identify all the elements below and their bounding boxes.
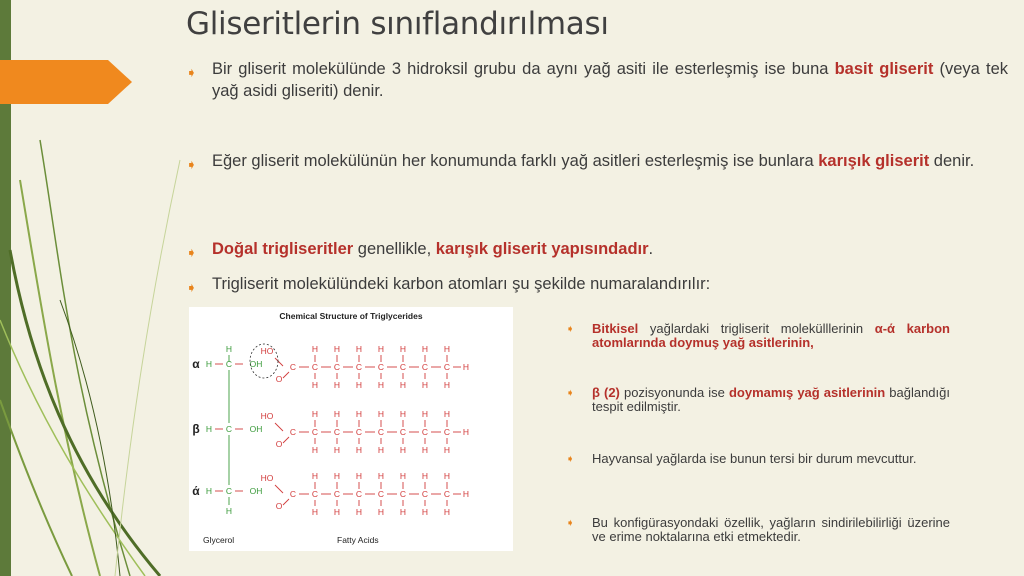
bond <box>283 499 289 505</box>
bond <box>275 423 283 431</box>
bond <box>275 485 283 493</box>
hydrogen-atom: H <box>377 445 385 455</box>
hydrogen-atom: H <box>205 359 213 369</box>
orange-arrow-bullet-icon: ➧ <box>186 157 197 172</box>
hydroxyl-group: OH <box>249 424 263 434</box>
hydrogen-atom: H <box>311 445 319 455</box>
hydrogen-atom: H <box>205 424 213 434</box>
side-bullet-text: Bu konfigürasyondaki özellik, yağların sindirilebilirliği üzerine ve erime noktalarına etki etmektedir. <box>592 515 950 544</box>
carbon-atom: C <box>289 427 297 437</box>
leaf-line <box>0 320 145 576</box>
orange-arrow-bullet-icon: ➧ <box>186 245 197 260</box>
hydrogen-atom: H <box>333 380 341 390</box>
bullet-dogal-trigliseritler <box>186 238 1008 260</box>
carbon-atom: C <box>333 489 341 499</box>
hydrogen-atom: H <box>377 344 385 354</box>
bullet-text: Trigliserit molekülündeki karbon atomları şu şekilde numaralandırılır: <box>212 275 711 293</box>
hydrogen-atom: H <box>355 445 363 455</box>
bond <box>275 358 283 366</box>
side-bullet-hayvansal <box>566 452 950 466</box>
hydrogen-atom: H <box>333 344 341 354</box>
hydrogen-atom: H <box>333 445 341 455</box>
carbon-atom: C <box>377 427 385 437</box>
triglyceride-structure-figure <box>189 307 513 551</box>
hydrogen-atom: H <box>333 507 341 517</box>
bullet-karisik-gliserit <box>186 150 1008 172</box>
bond <box>283 437 289 443</box>
hydrogen-atom: H <box>333 471 341 481</box>
hydrogen-atom: H <box>225 506 233 516</box>
hydrogen-atom: H <box>462 362 470 372</box>
leaf-line <box>20 180 100 576</box>
hydrogen-atom: H <box>399 409 407 419</box>
side-bullet-konfigurasyon <box>566 516 950 544</box>
oxygen-atom: O <box>275 439 283 449</box>
hydroxyl-group: HO <box>260 473 274 483</box>
hydrogen-atom: H <box>355 507 363 517</box>
hydrogen-atom: H <box>377 507 385 517</box>
side-bullet-text: β (2) pozisyonunda ise doymamış yağ asitlerinin bağlandığı tespit edilmiştir. <box>592 385 950 414</box>
carbon-position-label: α <box>192 357 200 371</box>
hydrogen-atom: H <box>225 344 233 354</box>
carbon-atom: C <box>311 427 319 437</box>
orange-arrow-bullet-icon: ➧ <box>566 454 575 465</box>
carbon-atom: C <box>443 489 451 499</box>
carbon-position-label: ά <box>192 484 200 498</box>
slide-title: Gliseritlerin sınıflandırılması <box>186 6 609 42</box>
side-bullet-bitkisel <box>566 322 950 350</box>
carbon-atom: C <box>333 427 341 437</box>
orange-arrow-bullet-icon: ➧ <box>186 280 197 295</box>
hydrogen-atom: H <box>399 380 407 390</box>
carbon-atom: C <box>333 362 341 372</box>
hydrogen-atom: H <box>421 445 429 455</box>
carbon-atom: C <box>289 362 297 372</box>
carbon-atom: C <box>225 424 233 434</box>
hydrogen-atom: H <box>311 471 319 481</box>
hydroxyl-group: OH <box>249 359 263 369</box>
hydrogen-atom: H <box>462 427 470 437</box>
hydrogen-atom: H <box>421 380 429 390</box>
glycerol-caption: Glycerol <box>203 535 235 545</box>
hydrogen-atom: H <box>311 409 319 419</box>
hydrogen-atom: H <box>443 507 451 517</box>
hydrogen-atom: H <box>205 486 213 496</box>
hydrogen-atom: H <box>399 445 407 455</box>
carbon-atom: C <box>355 489 363 499</box>
carbon-atom: C <box>377 362 385 372</box>
hydroxyl-group: HO <box>260 411 274 421</box>
hydrogen-atom: H <box>462 489 470 499</box>
carbon-atom: C <box>399 362 407 372</box>
carbon-atom: C <box>355 362 363 372</box>
triglyceride-structure-diagram <box>189 307 513 551</box>
bullet-text: Eğer gliserit molekülünün her konumunda farklı yağ asitleri esterleşmiş ise bunlara karışık gliserit denir. <box>212 152 975 170</box>
figure-title: Chemical Structure of Triglycerides <box>279 311 423 321</box>
hydrogen-atom: H <box>377 380 385 390</box>
bullet-numaralandirma <box>186 273 1008 295</box>
hydrogen-atom: H <box>399 344 407 354</box>
hydrogen-atom: H <box>443 409 451 419</box>
hydrogen-atom: H <box>355 344 363 354</box>
orange-arrow-bullet-icon: ➧ <box>186 65 197 80</box>
orange-arrow-bullet-icon: ➧ <box>566 518 575 529</box>
hydrogen-atom: H <box>443 344 451 354</box>
fatty-acids-caption: Fatty Acids <box>337 535 379 545</box>
bond <box>283 372 289 378</box>
carbon-atom: C <box>421 362 429 372</box>
hydrogen-atom: H <box>399 507 407 517</box>
carbon-position-label: β <box>192 422 200 436</box>
carbon-atom: C <box>399 427 407 437</box>
carbon-atom: C <box>443 427 451 437</box>
leaf-line <box>40 140 130 576</box>
hydrogen-atom: H <box>377 409 385 419</box>
carbon-atom: C <box>225 486 233 496</box>
hydrogen-atom: H <box>443 380 451 390</box>
hydrogen-atom: H <box>399 471 407 481</box>
hydrogen-atom: H <box>377 471 385 481</box>
hydrogen-atom: H <box>421 471 429 481</box>
hydrogen-atom: H <box>355 409 363 419</box>
side-bullet-beta <box>566 386 950 414</box>
carbon-atom: C <box>311 489 319 499</box>
hydrogen-atom: H <box>311 344 319 354</box>
hydrogen-atom: H <box>421 409 429 419</box>
leaf-line <box>10 250 160 576</box>
hydrogen-atom: H <box>311 380 319 390</box>
carbon-atom: C <box>311 362 319 372</box>
oxygen-atom: O <box>275 374 283 384</box>
hydrogen-atom: H <box>311 507 319 517</box>
bullet-text: Doğal trigliseritler genellikle, karışık gliserit yapısındadır. <box>212 240 654 258</box>
hydrogen-atom: H <box>333 409 341 419</box>
carbon-atom: C <box>399 489 407 499</box>
carbon-atom: C <box>377 489 385 499</box>
leaf-line <box>115 160 180 576</box>
hydrogen-atom: H <box>443 471 451 481</box>
orange-arrow-bullet-icon: ➧ <box>566 388 575 399</box>
bullet-text: Bir gliserit molekülünde 3 hidroksil grubu da aynı yağ asiti ile esterleşmiş ise buna basit gliserit (veya tek yağ asidi gliseriti) denir. <box>212 60 1008 100</box>
carbon-atom: C <box>421 427 429 437</box>
bullet-basit-gliserit <box>186 58 1008 102</box>
carbon-atom: C <box>225 359 233 369</box>
hydrogen-atom: H <box>421 344 429 354</box>
carbon-atom: C <box>355 427 363 437</box>
hydrogen-atom: H <box>421 507 429 517</box>
oxygen-atom: O <box>275 501 283 511</box>
carbon-atom: C <box>443 362 451 372</box>
hydroxyl-group: HO <box>260 346 274 356</box>
hydroxyl-group: OH <box>249 486 263 496</box>
orange-arrow-bullet-icon: ➧ <box>566 324 575 335</box>
hydrogen-atom: H <box>443 445 451 455</box>
hydrogen-atom: H <box>355 380 363 390</box>
carbon-atom: C <box>289 489 297 499</box>
orange-arrow-banner <box>0 60 132 104</box>
hydrogen-atom: H <box>355 471 363 481</box>
side-bullet-text: Hayvansal yağlarda ise bunun tersi bir durum mevcuttur. <box>592 451 917 466</box>
side-bullet-text: Bitkisel yağlardaki trigliserit molekülllerinin α-ά karbon atomlarında doymuş yağ asitlerinin, <box>592 321 950 350</box>
carbon-atom: C <box>421 489 429 499</box>
